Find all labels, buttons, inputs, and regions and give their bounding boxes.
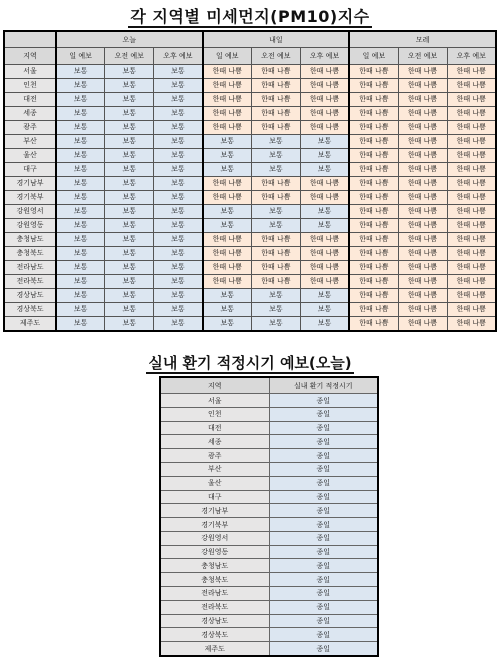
forecast-cell: 한때 나쁨 [203,232,252,246]
forecast-cell: 보통 [203,148,252,162]
slot-header: 오후 예보 [300,48,349,64]
region-cell: 서울 [4,64,56,78]
forecast-cell: 한때 나쁨 [203,92,252,106]
forecast-cell: 보통 [300,162,349,176]
forecast-cell: 한때 나쁨 [447,204,496,218]
vent-header-row [160,377,378,394]
forecast-cell: 보통 [252,204,301,218]
forecast-cell: 한때 나쁨 [398,190,447,204]
forecast-cell: 보통 [56,260,105,274]
forecast-cell: 한때 나쁨 [349,232,398,246]
slot-header: 오전 예보 [105,48,154,64]
forecast-cell: 한때 나쁨 [447,218,496,232]
forecast-cell: 한때 나쁨 [349,246,398,260]
forecast-cell: 보통 [154,134,203,148]
vent-time-cell: 종일 [269,614,378,628]
vent-region-cell: 경상남도 [160,614,269,628]
day-header: 오늘 [56,31,203,48]
forecast-cell: 보통 [105,302,154,316]
forecast-cell: 보통 [105,162,154,176]
table-row [4,78,496,92]
vent-region-cell: 부산 [160,463,269,477]
region-cell: 강원영서 [4,204,56,218]
forecast-cell: 한때 나쁨 [398,218,447,232]
forecast-cell: 보통 [56,204,105,218]
forecast-cell: 한때 나쁨 [447,288,496,302]
slot-header-row [4,48,496,64]
forecast-cell: 한때 나쁨 [252,190,301,204]
table-row [4,64,496,78]
forecast-cell: 한때 나쁨 [447,176,496,190]
forecast-cell: 한때 나쁨 [203,260,252,274]
forecast-cell: 보통 [105,134,154,148]
vent-region-cell: 세종 [160,435,269,449]
region-cell: 제주도 [4,316,56,331]
forecast-cell: 보통 [105,218,154,232]
forecast-cell: 한때 나쁨 [300,190,349,204]
forecast-cell: 한때 나쁨 [252,64,301,78]
forecast-cell: 한때 나쁨 [398,120,447,134]
forecast-cell: 보통 [154,162,203,176]
table-row [160,394,378,408]
forecast-cell: 보통 [300,134,349,148]
forecast-cell: 한때 나쁨 [398,148,447,162]
forecast-cell: 한때 나쁨 [349,148,398,162]
forecast-cell: 보통 [252,162,301,176]
forecast-cell: 한때 나쁨 [398,246,447,260]
table-row [4,260,496,274]
forecast-cell: 보통 [105,246,154,260]
forecast-cell: 보통 [154,176,203,190]
vent-region-cell: 충청남도 [160,559,269,573]
forecast-cell: 한때 나쁨 [398,162,447,176]
forecast-cell: 보통 [105,288,154,302]
forecast-cell: 보통 [105,274,154,288]
forecast-cell: 한때 나쁨 [252,246,301,260]
forecast-cell: 한때 나쁨 [300,232,349,246]
forecast-cell: 보통 [56,134,105,148]
slot-header: 일 예보 [56,48,105,64]
region-cell: 광주 [4,120,56,134]
vent-region-cell: 충청북도 [160,573,269,587]
forecast-cell: 보통 [105,92,154,106]
forecast-cell: 한때 나쁨 [300,260,349,274]
slot-header: 일 예보 [203,48,252,64]
vent-time-cell: 종일 [269,476,378,490]
forecast-cell: 보통 [154,106,203,120]
table-row [4,302,496,316]
forecast-cell: 한때 나쁨 [447,246,496,260]
region-cell: 경상북도 [4,302,56,316]
forecast-cell: 보통 [56,64,105,78]
table-row [4,148,496,162]
forecast-cell: 한때 나쁨 [203,78,252,92]
forecast-cell: 보통 [56,92,105,106]
vent-time-cell: 종일 [269,463,378,477]
slot-header: 오전 예보 [252,48,301,64]
forecast-cell: 보통 [154,78,203,92]
forecast-cell: 보통 [154,246,203,260]
vent-region-cell: 인천 [160,407,269,421]
table-row [160,518,378,532]
vent-region-cell: 강원영서 [160,531,269,545]
forecast-cell: 보통 [105,78,154,92]
table-row [4,316,496,331]
forecast-cell: 한때 나쁨 [398,260,447,274]
table-row [160,628,378,642]
table-row [4,92,496,106]
table-row [160,600,378,614]
region-cell: 부산 [4,134,56,148]
table-row [160,449,378,463]
forecast-cell: 보통 [56,246,105,260]
vent-time-cell: 종일 [269,518,378,532]
forecast-cell: 한때 나쁨 [203,246,252,260]
table-row [4,162,496,176]
forecast-cell: 한때 나쁨 [398,232,447,246]
forecast-cell: 한때 나쁨 [447,190,496,204]
forecast-cell: 보통 [300,316,349,331]
forecast-cell: 한때 나쁨 [300,64,349,78]
vent-region-cell: 전라남도 [160,587,269,601]
table-row [4,274,496,288]
forecast-cell: 보통 [154,190,203,204]
forecast-cell: 한때 나쁨 [447,274,496,288]
table-row [160,642,378,656]
forecast-cell: 보통 [56,120,105,134]
forecast-cell: 보통 [252,218,301,232]
forecast-cell: 보통 [252,134,301,148]
forecast-cell: 보통 [154,316,203,331]
forecast-cell: 보통 [56,106,105,120]
vent-region-cell: 경상북도 [160,628,269,642]
region-cell: 경상남도 [4,288,56,302]
forecast-cell: 보통 [105,176,154,190]
vent-time-header: 실내 환기 적정시기 [269,377,378,394]
forecast-cell: 한때 나쁨 [447,148,496,162]
forecast-cell: 한때 나쁨 [349,120,398,134]
forecast-cell: 한때 나쁨 [349,106,398,120]
day-header: 내일 [203,31,350,48]
forecast-cell: 보통 [203,218,252,232]
table-row [160,421,378,435]
table-row [4,134,496,148]
region-cell: 인천 [4,78,56,92]
forecast-cell: 보통 [56,302,105,316]
vent-time-cell: 종일 [269,394,378,408]
forecast-cell: 보통 [203,162,252,176]
forecast-cell: 한때 나쁨 [252,260,301,274]
vent-region-cell: 울산 [160,476,269,490]
forecast-cell: 보통 [203,288,252,302]
vent-time-cell: 종일 [269,435,378,449]
table-row [160,504,378,518]
table-row [160,614,378,628]
vent-region-cell: 전라북도 [160,600,269,614]
forecast-cell: 보통 [56,190,105,204]
vent-time-cell: 종일 [269,559,378,573]
forecast-cell: 한때 나쁨 [447,232,496,246]
forecast-cell: 보통 [105,148,154,162]
forecast-cell: 보통 [154,148,203,162]
forecast-cell: 보통 [154,92,203,106]
vent-time-cell: 종일 [269,407,378,421]
table-row [4,288,496,302]
forecast-cell: 보통 [252,316,301,331]
forecast-cell: 한때 나쁨 [349,274,398,288]
forecast-cell: 보통 [300,148,349,162]
vent-region-cell: 경기남부 [160,504,269,518]
forecast-cell: 보통 [252,288,301,302]
forecast-cell: 한때 나쁨 [203,274,252,288]
forecast-cell: 한때 나쁨 [300,120,349,134]
forecast-cell: 보통 [154,260,203,274]
table-row [160,559,378,573]
ventilation-table [159,376,379,657]
forecast-cell: 한때 나쁨 [252,176,301,190]
table-row [4,120,496,134]
region-cell: 전라남도 [4,260,56,274]
forecast-cell: 보통 [105,106,154,120]
forecast-cell: 한때 나쁨 [447,162,496,176]
region-cell: 강원영동 [4,218,56,232]
vent-region-cell: 경기북부 [160,518,269,532]
forecast-cell: 보통 [154,218,203,232]
forecast-cell: 보통 [105,204,154,218]
forecast-cell: 보통 [154,274,203,288]
forecast-cell: 한때 나쁨 [398,204,447,218]
forecast-cell: 한때 나쁨 [447,120,496,134]
vent-region-cell: 대구 [160,490,269,504]
forecast-cell: 보통 [105,316,154,331]
table-row [4,190,496,204]
forecast-cell: 한때 나쁨 [349,92,398,106]
forecast-cell: 보통 [252,148,301,162]
forecast-cell: 보통 [154,232,203,246]
forecast-cell: 한때 나쁨 [398,302,447,316]
forecast-cell: 한때 나쁨 [203,106,252,120]
forecast-cell: 한때 나쁨 [447,260,496,274]
forecast-cell: 보통 [154,204,203,218]
table-row [4,176,496,190]
corner-cell [4,31,56,48]
forecast-cell: 보통 [154,120,203,134]
forecast-cell: 한때 나쁨 [349,78,398,92]
forecast-cell: 한때 나쁨 [203,190,252,204]
slot-header: 오전 예보 [398,48,447,64]
slot-header: 일 예보 [349,48,398,64]
forecast-cell: 한때 나쁨 [398,106,447,120]
forecast-cell: 한때 나쁨 [398,274,447,288]
forecast-cell: 보통 [56,218,105,232]
table-row [4,204,496,218]
vent-region-cell: 제주도 [160,642,269,656]
forecast-cell: 보통 [56,232,105,246]
forecast-cell: 한때 나쁨 [349,190,398,204]
region-cell: 경기남부 [4,176,56,190]
forecast-cell: 한때 나쁨 [300,246,349,260]
forecast-cell: 한때 나쁨 [349,162,398,176]
forecast-cell: 한때 나쁨 [349,176,398,190]
forecast-cell: 보통 [154,302,203,316]
region-cell: 울산 [4,148,56,162]
vent-time-cell: 종일 [269,545,378,559]
forecast-cell: 보통 [105,120,154,134]
region-cell: 세종 [4,106,56,120]
forecast-cell: 한때 나쁨 [349,302,398,316]
forecast-cell: 한때 나쁨 [349,260,398,274]
vent-time-cell: 종일 [269,531,378,545]
slot-header: 오후 예보 [154,48,203,64]
region-cell: 전라북도 [4,274,56,288]
day-header-row [4,31,496,48]
vent-time-cell: 종일 [269,573,378,587]
forecast-cell: 한때 나쁨 [447,64,496,78]
table-row [4,232,496,246]
forecast-cell: 보통 [105,232,154,246]
forecast-cell: 보통 [56,274,105,288]
forecast-cell: 한때 나쁨 [398,134,447,148]
forecast-cell: 보통 [252,302,301,316]
forecast-cell: 한때 나쁨 [300,106,349,120]
forecast-cell: 한때 나쁨 [447,106,496,120]
vent-time-cell: 종일 [269,587,378,601]
forecast-cell: 보통 [203,204,252,218]
forecast-cell: 한때 나쁨 [398,316,447,331]
forecast-cell: 한때 나쁨 [447,92,496,106]
forecast-cell: 보통 [56,316,105,331]
forecast-cell: 한때 나쁨 [447,302,496,316]
forecast-cell: 한때 나쁨 [398,176,447,190]
ventilation-title: 실내 환기 적정시기 예보(오늘) [148,354,352,372]
forecast-cell: 한때 나쁨 [349,134,398,148]
vent-region-cell: 서울 [160,394,269,408]
forecast-table [3,30,497,332]
forecast-cell: 한때 나쁨 [203,176,252,190]
forecast-cell: 한때 나쁨 [252,232,301,246]
forecast-cell: 보통 [203,316,252,331]
forecast-cell: 한때 나쁨 [252,274,301,288]
forecast-cell: 한때 나쁨 [349,64,398,78]
forecast-cell: 한때 나쁨 [300,176,349,190]
table-row [160,490,378,504]
table-row [160,463,378,477]
forecast-cell: 한때 나쁨 [349,204,398,218]
forecast-cell: 한때 나쁨 [203,64,252,78]
forecast-cell: 보통 [203,302,252,316]
forecast-cell: 보통 [105,260,154,274]
forecast-cell: 보통 [56,148,105,162]
table-row [160,435,378,449]
vent-time-cell: 종일 [269,600,378,614]
vent-region-cell: 강원영동 [160,545,269,559]
vent-time-cell: 종일 [269,449,378,463]
forecast-cell: 보통 [56,162,105,176]
forecast-cell: 한때 나쁨 [252,92,301,106]
region-cell: 충청북도 [4,246,56,260]
forecast-cell: 보통 [105,64,154,78]
vent-time-cell: 종일 [269,490,378,504]
region-cell: 경기북부 [4,190,56,204]
forecast-cell: 한때 나쁨 [349,316,398,331]
forecast-cell: 한때 나쁨 [398,288,447,302]
table-row [160,545,378,559]
forecast-cell: 보통 [300,302,349,316]
forecast-cell: 보통 [105,190,154,204]
vent-region-header: 지역 [160,377,269,394]
forecast-cell: 한때 나쁨 [447,316,496,331]
forecast-cell: 보통 [300,288,349,302]
table-row [4,218,496,232]
forecast-cell: 한때 나쁨 [447,78,496,92]
forecast-cell: 보통 [300,218,349,232]
table-row [160,531,378,545]
forecast-cell: 보통 [56,176,105,190]
table-row [160,476,378,490]
table-row [160,407,378,421]
forecast-cell: 한때 나쁨 [398,92,447,106]
vent-region-cell: 대전 [160,421,269,435]
forecast-cell: 한때 나쁨 [398,78,447,92]
slot-header: 오후 예보 [447,48,496,64]
forecast-cell: 보통 [56,78,105,92]
region-cell: 대구 [4,162,56,176]
vent-time-cell: 종일 [269,628,378,642]
forecast-cell: 한때 나쁨 [398,64,447,78]
forecast-cell: 한때 나쁨 [300,78,349,92]
forecast-cell: 한때 나쁨 [300,92,349,106]
vent-time-cell: 종일 [269,504,378,518]
forecast-cell: 보통 [154,288,203,302]
region-cell: 충청남도 [4,232,56,246]
forecast-cell: 보통 [300,204,349,218]
table-row [160,587,378,601]
forecast-cell: 보통 [154,64,203,78]
forecast-cell: 보통 [56,288,105,302]
forecast-cell: 한때 나쁨 [349,288,398,302]
day-header: 모레 [349,31,496,48]
table-row [4,106,496,120]
region-cell: 대전 [4,92,56,106]
forecast-cell: 한때 나쁨 [252,120,301,134]
region-header: 지역 [4,48,56,64]
forecast-cell: 한때 나쁨 [252,106,301,120]
table-row [160,573,378,587]
forecast-cell: 한때 나쁨 [252,78,301,92]
forecast-title: 각 지역별 미세먼지(PM10)지수 [130,7,370,26]
table-row [4,246,496,260]
forecast-cell: 한때 나쁨 [203,120,252,134]
forecast-cell: 한때 나쁨 [300,274,349,288]
vent-time-cell: 종일 [269,642,378,656]
forecast-cell: 한때 나쁨 [349,218,398,232]
forecast-cell: 보통 [203,134,252,148]
forecast-cell: 한때 나쁨 [447,134,496,148]
vent-region-cell: 광주 [160,449,269,463]
vent-time-cell: 종일 [269,421,378,435]
